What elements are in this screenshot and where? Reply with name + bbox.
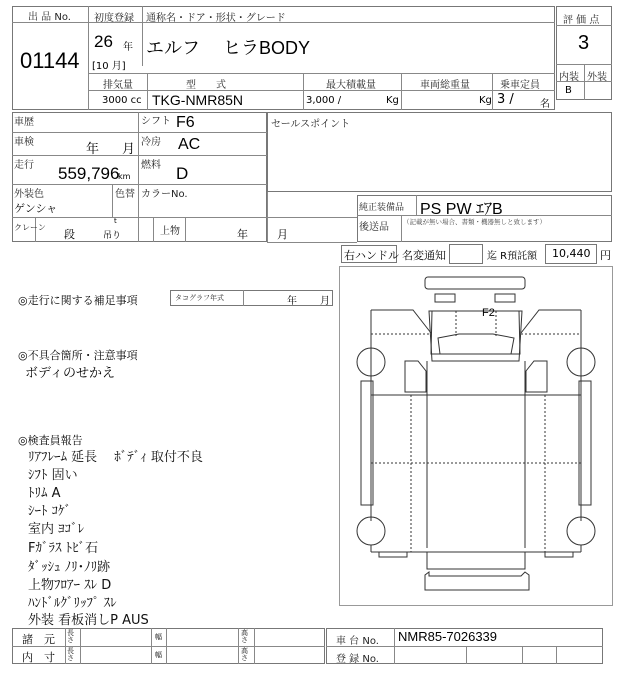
- fuel: D: [176, 164, 189, 183]
- shaken-year-unit: 年: [86, 142, 100, 157]
- inner-height-label: 高さ: [241, 647, 248, 662]
- running-notes-title: ◎走行に関する補足事項: [18, 294, 138, 307]
- capacity-unit: 名: [540, 99, 550, 110]
- capacity-label: 乗車定員: [500, 80, 540, 91]
- damage-mark-f2: F2: [482, 307, 495, 319]
- color: ゲンシャ: [14, 202, 58, 215]
- inspector-line: 外装 看板消しP AUS: [28, 613, 149, 628]
- reg-no-label: 登 録 No.: [336, 654, 379, 665]
- defects-title: ◎不具合箇所・注意事項: [18, 349, 138, 362]
- exterior-label: 外装: [587, 72, 607, 83]
- shaken-month-unit: 月: [122, 142, 136, 157]
- chassis-no: NMR85-7026339: [398, 629, 498, 644]
- crane-ton-unit: t: [114, 217, 117, 225]
- max-load-unit: Kg: [386, 95, 399, 106]
- crane-stage-unit: 段: [64, 228, 75, 241]
- mileage-unit: km: [118, 172, 131, 181]
- truck-outline-diagram: [339, 266, 613, 606]
- inspector-line: ｼﾌﾄ 固い: [28, 468, 78, 483]
- max-load: 3,000 /: [306, 95, 342, 106]
- vehicle-name: エルフ ヒラBODY: [146, 38, 311, 58]
- recycle-label: 迄 R預託額: [487, 251, 538, 262]
- body-label: 上物: [160, 226, 180, 237]
- later-items-label: 後送品: [359, 222, 389, 233]
- shaken-label: 車検: [14, 137, 34, 148]
- model-label: 型 式: [186, 80, 226, 91]
- inspector-line: ﾊﾝﾄﾞﾙｸﾞﾘｯﾌﾟ ｽﾚ: [28, 596, 117, 611]
- name-change-label: 名変通知: [402, 249, 446, 262]
- inspector-line: ﾘｱﾌﾚｰﾑ 延長 ﾎﾞﾃﾞｨ 取付不良: [28, 450, 203, 465]
- sales-point-label: セールスポイント: [271, 119, 351, 130]
- vehicle-name-label: 通称名・ドア・形状・グレード: [146, 13, 286, 24]
- tachograph-month-unit: 月: [320, 296, 330, 307]
- first-reg-month: [10 月]: [92, 61, 126, 72]
- gross-weight-unit: Kg: [479, 95, 492, 106]
- ac-label: 冷房: [141, 137, 161, 148]
- first-reg-year: 26: [94, 32, 113, 51]
- inspector-line: 室内 ﾖｺﾞﾚ: [28, 522, 85, 537]
- tachograph-year-unit: 年: [287, 296, 297, 307]
- spec-length-label: 長さ: [67, 629, 74, 644]
- rhd-label: 右ハンドル: [344, 249, 399, 262]
- name-change-box: [449, 244, 483, 264]
- score: 3: [578, 32, 590, 54]
- inspector-line: ｼｰﾄ ｺｹﾞ: [28, 504, 72, 519]
- inspector-line: 上物ﾌﾛｱｰ ｽﾚ D: [28, 578, 112, 593]
- fuel-label: 燃料: [141, 160, 161, 171]
- gross-weight-label: 車両総重量: [420, 80, 470, 91]
- capacity: 3 /: [497, 92, 514, 107]
- equipment: PS PW ｴｱB: [420, 201, 503, 218]
- crane-label: クレーン: [14, 223, 46, 232]
- inner-dims-label: 内 寸: [22, 651, 55, 664]
- lot-no-label: 出 品 No.: [28, 12, 71, 23]
- shift: F6: [176, 114, 195, 131]
- color-label: 外装色: [14, 189, 44, 200]
- first-reg-year-unit: 年: [123, 42, 133, 53]
- inner-width-label: 幅: [155, 651, 162, 659]
- spec-height-label: 高さ: [241, 629, 248, 644]
- first-reg-label: 初度登録: [94, 13, 134, 24]
- body-month-unit: 月: [277, 228, 288, 241]
- spec-width-label: 幅: [155, 633, 162, 641]
- score-label: 評 価 点: [563, 15, 600, 26]
- equipment-label: 純正装備品: [359, 203, 405, 213]
- model: TKG-NMR85N: [152, 92, 244, 108]
- interior-grade: B: [565, 85, 572, 96]
- max-load-label: 最大積載量: [326, 80, 376, 91]
- body-year-unit: 年: [237, 228, 248, 241]
- ac: AC: [178, 136, 201, 153]
- inspector-line: ﾀﾞｯｼｭ ﾉﾘ･ﾉﾘ跡: [28, 560, 111, 575]
- inspector-title: ◎検査員報告: [18, 434, 83, 447]
- displacement: 3000 cc: [102, 95, 142, 106]
- mileage-label: 走行: [14, 160, 34, 171]
- lot-no: 01144: [20, 48, 80, 73]
- defect-item: ボディのせかえ: [25, 366, 115, 381]
- specs-label: 諸 元: [22, 633, 55, 646]
- inspector-line: ﾄﾘﾑ A: [28, 486, 61, 501]
- recycle-amount: 10,440: [552, 247, 591, 260]
- shift-label: シフト: [141, 116, 171, 127]
- crane-hang-unit: 吊り: [103, 231, 122, 241]
- displacement-label: 排気量: [103, 80, 133, 91]
- mileage: 559,796: [58, 164, 120, 183]
- chassis-no-label: 車 台 No.: [336, 636, 379, 647]
- later-items-note: （記載が無い場合、書類・機器無しと致します）: [403, 218, 546, 226]
- history-label: 車歴: [14, 117, 34, 128]
- color-no-label: カラーNo.: [141, 189, 188, 200]
- inspector-line: Fｶﾞﾗｽ ﾄﾋﾞ石: [28, 541, 99, 556]
- inner-length-label: 長さ: [67, 647, 74, 662]
- yen-label: 円: [600, 249, 611, 262]
- tachograph-label: タコグラフ年式: [175, 294, 224, 302]
- color-change-label: 色替: [115, 189, 135, 200]
- interior-label: 内装: [559, 72, 579, 83]
